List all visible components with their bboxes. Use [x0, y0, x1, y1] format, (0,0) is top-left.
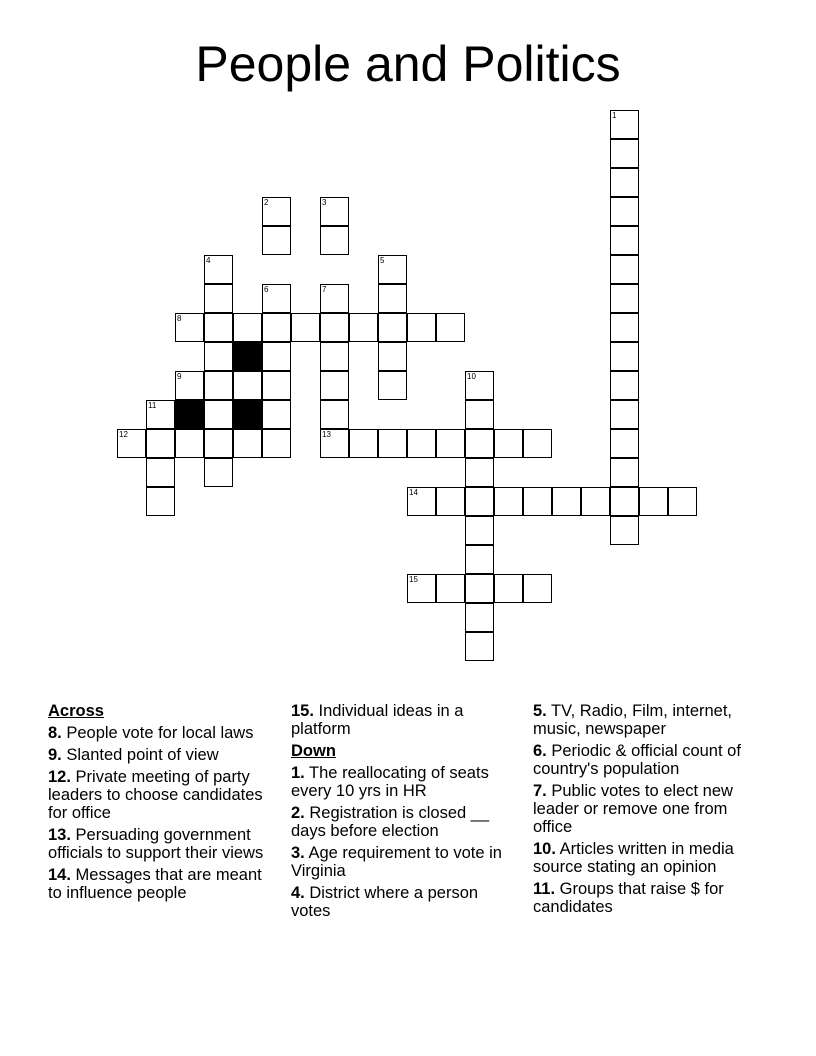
clue-column-2 [291, 702, 521, 924]
clue-item-text: Slanted point of view [61, 746, 219, 764]
clue-item-number: 11. [533, 880, 556, 898]
grid-cell[interactable] [610, 516, 639, 545]
clue-number: 12 [119, 430, 128, 439]
grid-cell[interactable] [407, 429, 436, 458]
grid-cell[interactable] [117, 429, 146, 458]
clue-item-number: 6. [533, 742, 547, 760]
grid-cell[interactable] [262, 400, 291, 429]
grid-cell[interactable] [175, 371, 204, 400]
grid-cell[interactable] [610, 197, 639, 226]
grid-cell[interactable] [465, 487, 494, 516]
grid-cell[interactable] [233, 429, 262, 458]
grid-cell[interactable] [610, 110, 639, 139]
clue-item [533, 840, 763, 876]
grid-cell[interactable] [610, 487, 639, 516]
grid-cell[interactable] [262, 313, 291, 342]
grid-cell[interactable] [523, 574, 552, 603]
grid-cell[interactable] [175, 313, 204, 342]
grid-cell[interactable] [378, 429, 407, 458]
grid-cell[interactable] [349, 429, 378, 458]
grid-cell[interactable] [320, 284, 349, 313]
clue-item-text: Private meeting of party leaders to choose candidates for office [48, 768, 263, 822]
grid-cell[interactable] [175, 429, 204, 458]
grid-cell[interactable] [465, 429, 494, 458]
clue-item-text: Persuading government officials to support their views [48, 826, 264, 862]
grid-cell[interactable] [146, 458, 175, 487]
grid-cell[interactable] [262, 197, 291, 226]
clue-number: 1 [612, 111, 617, 120]
section-heading: Down [291, 742, 336, 760]
clue-item-number: 1. [291, 764, 305, 782]
clue-number: 3 [322, 198, 327, 207]
grid-cell[interactable] [262, 284, 291, 313]
clue-item-text: Messages that are meant to influence people [48, 866, 262, 902]
clue-item-text: Registration is closed __ days before election [291, 804, 490, 840]
grid-cell[interactable] [610, 342, 639, 371]
grid-cell[interactable] [407, 574, 436, 603]
grid-cell[interactable] [610, 400, 639, 429]
grid-cell[interactable] [262, 371, 291, 400]
grid-cell[interactable] [204, 429, 233, 458]
grid-cell[interactable] [407, 487, 436, 516]
clue-number: 14 [409, 488, 418, 497]
clue-item [533, 702, 763, 738]
grid-cell[interactable] [610, 226, 639, 255]
grid-cell[interactable] [204, 371, 233, 400]
grid-cell[interactable] [465, 458, 494, 487]
grid-cell[interactable] [320, 429, 349, 458]
clue-item-number: 14. [48, 866, 71, 884]
clue-item [291, 702, 521, 738]
grid-cell[interactable] [146, 429, 175, 458]
grid-cell[interactable] [378, 371, 407, 400]
grid-cell[interactable] [320, 400, 349, 429]
grid-cell[interactable] [465, 574, 494, 603]
grid-cell[interactable] [262, 226, 291, 255]
clue-number: 8 [177, 314, 182, 323]
clue-item-number: 7. [533, 782, 547, 800]
clue-item-number: 12. [48, 768, 71, 786]
clue-item-number: 10. [533, 840, 556, 858]
clue-item-number: 13. [48, 826, 71, 844]
clue-number: 6 [264, 285, 269, 294]
clue-number: 15 [409, 575, 418, 584]
grid-cell[interactable] [378, 313, 407, 342]
grid-cell[interactable] [610, 168, 639, 197]
grid-cell[interactable] [494, 429, 523, 458]
grid-cell[interactable] [320, 226, 349, 255]
clue-item [291, 764, 521, 800]
clue-item [48, 746, 278, 764]
clue-item [291, 884, 521, 920]
grid-cell[interactable] [436, 429, 465, 458]
clue-item-text: Articles written in media source stating an opinion [533, 840, 734, 876]
grid-cell[interactable] [320, 313, 349, 342]
grid-cell[interactable] [233, 313, 262, 342]
clue-item-text: TV, Radio, Film, internet, music, newspaper [533, 702, 733, 738]
grid-cell[interactable] [378, 342, 407, 371]
clue-item [533, 742, 763, 778]
grid-cell[interactable] [146, 400, 175, 429]
grid-cell[interactable] [465, 400, 494, 429]
grid-cell[interactable] [349, 313, 378, 342]
grid-cell[interactable] [378, 255, 407, 284]
grid-cell[interactable] [407, 313, 436, 342]
clue-item-text: District where a person votes [291, 884, 479, 920]
grid-cell[interactable] [204, 458, 233, 487]
grid-cell[interactable] [204, 400, 233, 429]
clue-item [48, 768, 278, 822]
grid-cell[interactable] [610, 429, 639, 458]
grid-cell[interactable] [320, 197, 349, 226]
clue-item-number: 4. [291, 884, 305, 902]
grid-cell[interactable] [523, 429, 552, 458]
clue-number: 2 [264, 198, 269, 207]
grid-cell[interactable] [465, 371, 494, 400]
grid-cell[interactable] [146, 487, 175, 516]
clue-item [291, 804, 521, 840]
clue-item-text: Public votes to elect new leader or remove one from office [533, 782, 733, 836]
grid-cell[interactable] [668, 487, 697, 516]
grid-cell[interactable] [320, 342, 349, 371]
grid-cell[interactable] [436, 574, 465, 603]
clue-item [533, 880, 763, 916]
grid-cell[interactable] [465, 632, 494, 661]
grid-cell[interactable] [523, 487, 552, 516]
grid-cell[interactable] [262, 342, 291, 371]
clue-item-text: Age requirement to vote in Virginia [291, 844, 502, 880]
clue-item [48, 866, 278, 902]
grid-cell[interactable] [639, 487, 668, 516]
clue-item-text: The reallocating of seats every 10 yrs in HR [291, 764, 489, 800]
clue-number: 11 [148, 401, 157, 410]
clue-item-number: 2. [291, 804, 305, 822]
grid-cell[interactable] [494, 487, 523, 516]
grid-cell[interactable] [610, 139, 639, 168]
grid-cell[interactable] [610, 255, 639, 284]
clue-column-1 [48, 702, 278, 906]
grid-cell[interactable] [320, 371, 349, 400]
clue-item-number: 9. [48, 746, 62, 764]
grid-cell[interactable] [465, 516, 494, 545]
clue-item-number: 5. [533, 702, 547, 720]
grid-cell[interactable] [204, 255, 233, 284]
grid-cell[interactable] [436, 487, 465, 516]
grid-cell[interactable] [552, 487, 581, 516]
clue-item-text: People vote for local laws [61, 724, 254, 742]
grid-cell[interactable] [436, 313, 465, 342]
clue-number: 7 [322, 285, 327, 294]
grid-cell[interactable] [291, 313, 320, 342]
grid-cell[interactable] [465, 545, 494, 574]
clue-number: 10 [467, 372, 476, 381]
grid-cell[interactable] [610, 371, 639, 400]
clue-item-number: 15. [291, 702, 314, 720]
clue-number: 13 [322, 430, 331, 439]
grid-cell[interactable] [610, 458, 639, 487]
clue-item-text: Periodic & official count of country's population [533, 742, 741, 778]
black-square [175, 400, 204, 429]
grid-cell[interactable] [610, 313, 639, 342]
clue-item [533, 782, 763, 836]
black-square [233, 342, 262, 371]
grid-cell[interactable] [233, 371, 262, 400]
grid-cell[interactable] [204, 284, 233, 313]
clue-item [291, 844, 521, 880]
clue-column-3 [533, 702, 763, 920]
grid-cell[interactable] [204, 313, 233, 342]
grid-cell[interactable] [465, 603, 494, 632]
clue-item-number: 8. [48, 724, 62, 742]
clue-item [48, 724, 278, 742]
grid-cell[interactable] [610, 284, 639, 313]
clue-number: 4 [206, 256, 211, 265]
section-heading: Across [48, 702, 104, 720]
clue-item-text: Individual ideas in a platform [291, 702, 464, 738]
clue-number: 5 [380, 256, 385, 265]
grid-cell[interactable] [581, 487, 610, 516]
clue-item-number: 3. [291, 844, 305, 862]
grid-cell[interactable] [262, 429, 291, 458]
puzzle-title: People and Politics [195, 36, 621, 92]
black-square [233, 400, 262, 429]
clue-item [48, 826, 278, 862]
clue-item-text: Groups that raise $ for candidates [533, 880, 724, 916]
grid-cell[interactable] [378, 284, 407, 313]
clue-number: 9 [177, 372, 182, 381]
grid-cell[interactable] [204, 342, 233, 371]
grid-cell[interactable] [494, 574, 523, 603]
